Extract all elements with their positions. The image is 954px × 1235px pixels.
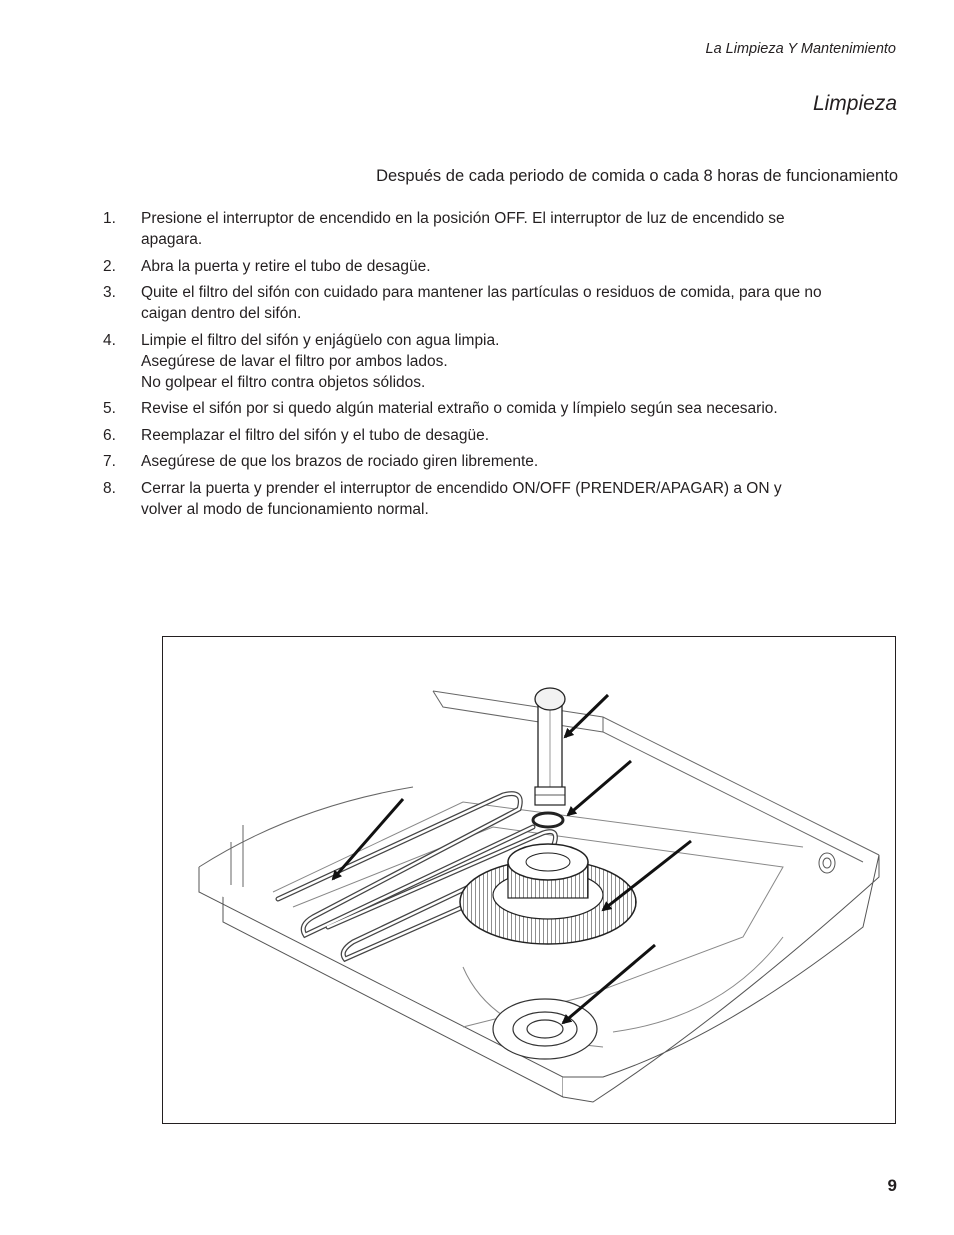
step-text-line: Revise el sifón por si quedo algún material extraño o comida y límpielo según sea necesario. — [141, 400, 778, 417]
arrow-drain-outlet — [563, 945, 655, 1023]
step-item — [103, 330, 903, 393]
cleaning-steps-list — [103, 208, 903, 525]
step-number: 7. — [103, 453, 116, 470]
step-item — [103, 282, 903, 324]
arrow-o-ring — [568, 761, 631, 815]
step-number: 3. — [103, 284, 116, 301]
step-number: 1. — [103, 210, 116, 227]
step-text-line: Cerrar la puerta y prender el interruptor de encendido ON/OFF (PRENDER/APAGAR) a ON y — [141, 479, 782, 497]
step-text-line: caigan dentro del sifón. — [141, 305, 302, 322]
step-number: 4. — [103, 331, 116, 349]
step-number: 5. — [103, 400, 116, 417]
dishwasher-sump-illustration — [162, 636, 896, 1124]
drain-tube — [535, 688, 565, 805]
step-number: 6. — [103, 426, 116, 444]
sump-line-drawing — [163, 637, 896, 1124]
step-text-line: Presione el interruptor de encendido en la posición OFF. El interruptor de luz de encendido se — [141, 210, 785, 227]
step-text-line: Abra la puerta y retire el tubo de desagüe. — [141, 257, 431, 275]
step-item — [103, 208, 903, 250]
step-item — [103, 256, 903, 277]
step-item — [103, 425, 903, 446]
o-ring — [533, 813, 563, 827]
running-head: La Limpieza Y Mantenimiento — [705, 41, 896, 57]
step-text-line: Asegúrese de lavar el filtro por ambos lados. — [141, 352, 448, 370]
step-text-line: volver al modo de funcionamiento normal. — [141, 500, 429, 518]
step-item — [103, 451, 903, 472]
step-item — [103, 398, 903, 419]
step-text-line: No golpear el filtro contra objetos sólidos. — [141, 373, 426, 391]
step-text-line: Reemplazar el filtro del sifón y el tubo de desagüe. — [141, 426, 490, 444]
intro-text: Después de cada periodo de comida o cada 8 horas de funcionamiento — [376, 167, 898, 185]
step-number: 8. — [103, 479, 116, 497]
step-item — [103, 478, 903, 520]
section-title: Limpieza — [812, 92, 897, 115]
arrow-drain-tube — [565, 695, 608, 737]
step-text-line: Asegúrese de que los brazos de rociado giren libremente. — [141, 453, 539, 470]
page-number: 9 — [887, 1176, 897, 1195]
step-text-line: Quite el filtro del sifón con cuidado para mantener las partículas o residuos de comida, para que no — [141, 284, 822, 301]
step-text-line: Limpie el filtro del sifón y enjágüelo con agua limpia. — [141, 331, 500, 349]
side-fitting — [819, 853, 835, 873]
step-number: 2. — [103, 257, 116, 275]
step-text-line: apagara. — [141, 231, 203, 248]
